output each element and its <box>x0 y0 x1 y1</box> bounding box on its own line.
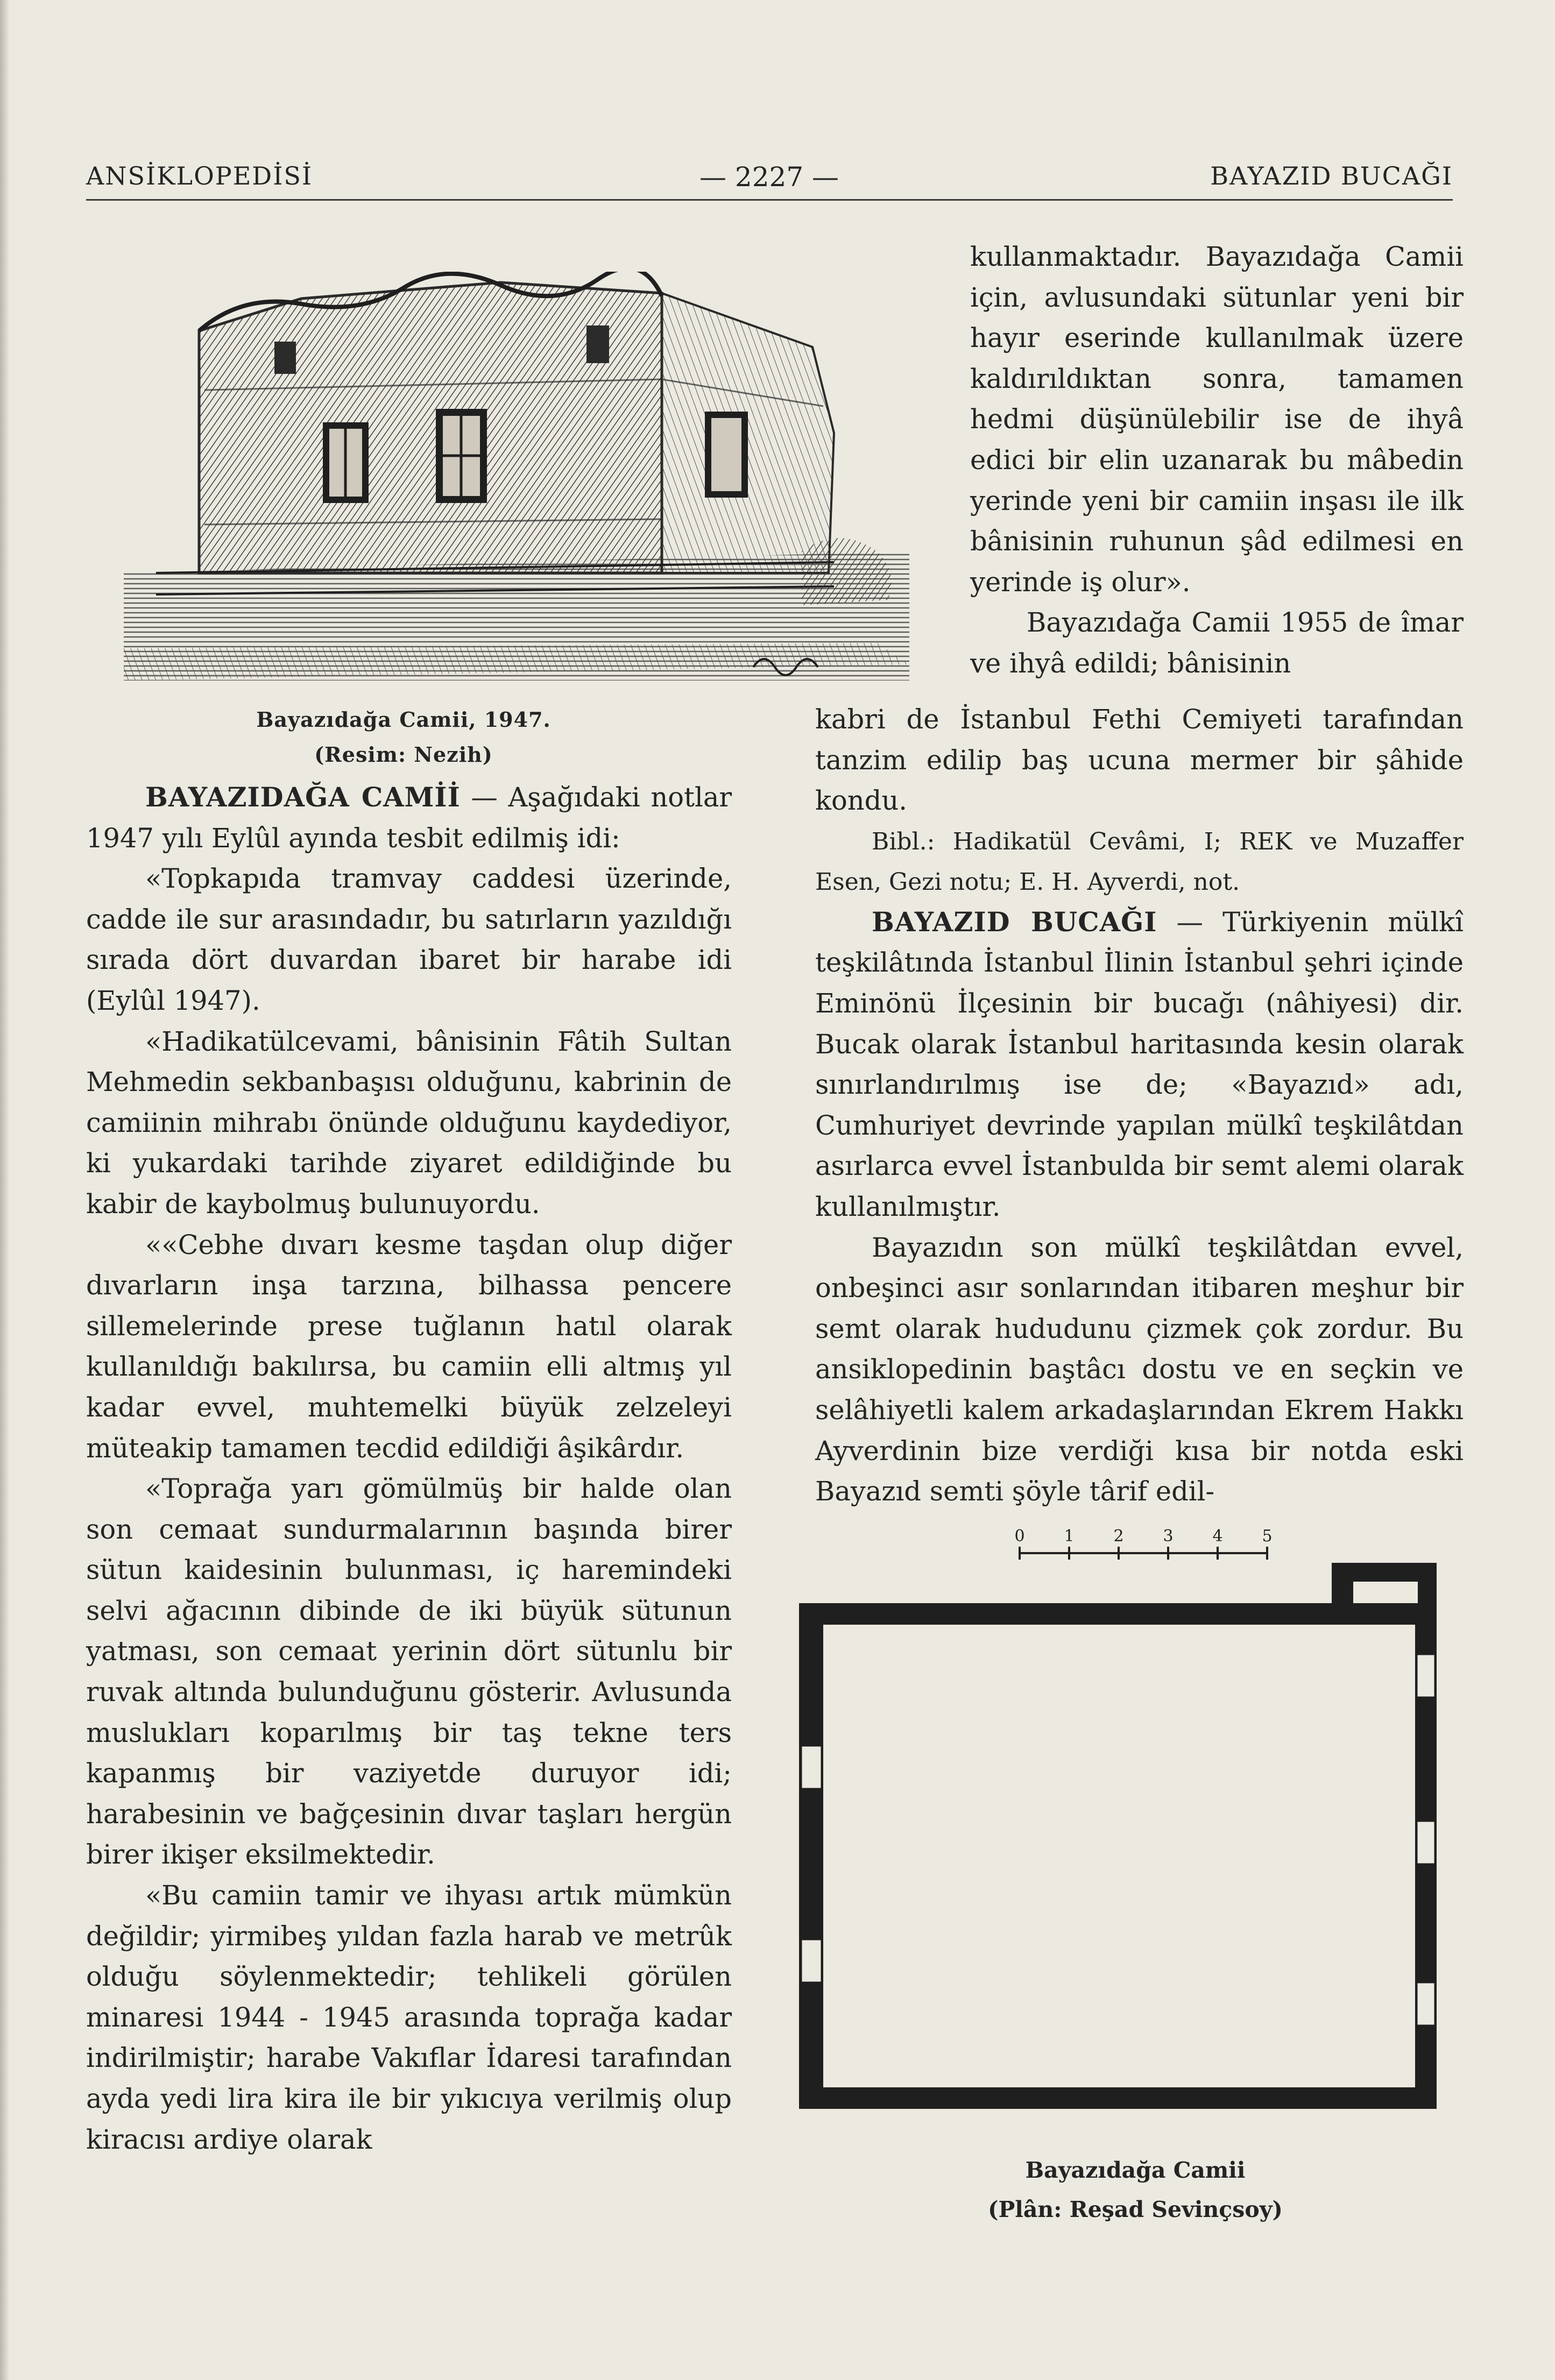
paragraph: Bayazıdağa Camii 1955 de îmar ve ihyâ edildi; bânisinin <box>970 607 1464 679</box>
entry-intro: — Türkiyenin mülkî teşkilâtında İstanbul İlinin İstanbul şehri içinde Eminönü İlçesinin bir bucağı (nâhiyesi) dir. Bucak olarak İstanbul haritasında kesin olarak sınırlandırılmış ise de; «Bayazıd» adı, Cumhuriyet devrinde yapılan mülkî teşkilâtdan asırlarca evvel İstanbulda bir semt alemi olarak kullanılmıştır. <box>815 906 1464 1222</box>
right-column-main <box>815 699 1464 1512</box>
plan-walls <box>799 1563 1437 2109</box>
header-rule <box>86 199 1453 201</box>
scale-label: 0 <box>1014 1527 1025 1546</box>
scale-label: 5 <box>1262 1527 1273 1546</box>
plan-caption-credit: (Plân: Reşad Sevinçsoy) <box>988 2197 1283 2222</box>
paragraph: kabri de İstanbul Fethi Cemiyeti tarafından tanzim edilip baş ucuna mermer bir şâhide kondu. <box>815 704 1464 817</box>
entry-bayazidaga-camii <box>86 777 732 859</box>
header-left-title: ANSİKLOPEDİSİ <box>86 161 313 190</box>
paragraph: ««Cebhe dıvarı kesme taşdan olup diğer dıvarların inşa tarzına, bilhassa pencere sillemelerinde prese tuğlanın hatıl olarak kullanıldığı bakılırsa, bu camiin elli altmış yıl kadar evvel, muhtemelki büyük zelzeleyi müteakip tamamen tecdid edildiği âşikârdır. <box>86 1229 732 1464</box>
paragraph: «Topkapıda tramvay caddesi üzerinde, cadde ile sur arasındadır, bu satırların yazıldığı sırada dört duvardan ibaret bir harabe idi (Eylûl 1947). <box>86 863 732 1016</box>
photo-caption-title: Bayazıdağa Camii, 1947. <box>256 707 551 732</box>
page-edge-shadow <box>0 0 10 2380</box>
scale-label: 3 <box>1163 1527 1174 1546</box>
paragraph: Bayazıdın son mülkî teşkilâtdan evvel, onbeşinci asır sonlarından itibaren meşhur bir semt olarak hududunu çizmek çok zordur. Bu ansiklopedinin baştâcı dostu ve en seçkin ve selâhiyetli kalem arkadaşlarından Ekrem Hakkı Ayverdinin bize verdiği kısa bir notda eski Bayazıd semti şöyle târif edil- <box>815 1231 1464 1507</box>
entry-heading: BAYAZIDAĞA CAMİİ <box>145 782 461 813</box>
paragraph: kullanmaktadır. Bayazıdağa Camii için, avlusundaki sütunlar yeni bir hayır eserinde kullanılmak üzere kaldırıldıktan sonra, tamamen hedmi düşünülebilir ise de ihyâ edici bir elin uzanarak bu mâbedin yerinde yeni bir camiin inşası ile ilk bânisinin ruhunun şâd edilmesi en yerinde iş olur». <box>970 241 1464 598</box>
scale-label: 1 <box>1064 1527 1075 1546</box>
plan-niche <box>1353 1582 1418 1603</box>
bibliography: Bibl.: Hadikatül Cevâmi, I; REK ve Muzaffer Esen, Gezi notu; E. H. Ayverdi, not. <box>815 827 1464 896</box>
scale-bar <box>1014 1527 1272 1560</box>
scale-label: 4 <box>1212 1527 1223 1546</box>
photo-caption-credit: (Resim: Nezih) <box>314 742 493 767</box>
entry-heading: BAYAZID BUCAĞI <box>872 906 1157 938</box>
right-column-top <box>970 237 1464 684</box>
paragraph: «Bu camiin tamir ve ihyası artık mümkün değildir; yirmibeş yıldan fazla harab ve metrûk olduğu söylenmektedir; tehlikeli görülen minaresi 1944 - 1945 arasında toprağa kadar indirilmiştir; harabe Vakıflar İdaresi tarafından ayda yedi lira kira ile bir yıkıcıya verilmiş olup kiracısı ardiye olarak <box>86 1880 732 2155</box>
plan-caption-title: Bayazıdağa Camii <box>1025 2157 1246 2183</box>
scale-label: 2 <box>1113 1527 1124 1546</box>
entry-intro: — Aşağıdaki notlar 1947 yılı Eylûl ayında tesbit edilmiş idi: <box>86 782 732 854</box>
page-number: — 2227 — <box>699 161 839 193</box>
entry-bayazid-bucagi <box>815 902 1464 1228</box>
paragraph: «Hadikatülcevami, bânisinin Fâtih Sultan Mehmedin sekbanbaşısı olduğunu, kabrinin de camiinin mihrabı önünde olduğunu kaydediyor, ki yukardaki tarihde ziyaret edildiğinde bu kabir de kaybolmuş bulunuyordu. <box>86 1025 732 1220</box>
mosque-ruins-sketch <box>124 272 909 697</box>
paragraph: «Toprağa yarı gömülmüş bir halde olan son cemaat sundurmalarının başında birer sütun kaidesinin bulunması, iç haremindeki selvi ağacının dibinde de iki büyük sütunun yatması, son cemaat yerinin dört sütunlu bir ruvak altında bulunduğunu gösterir. Avlusunda muslukları koparılmış bir taş tekne ters kapanmış bir vaziyetde duruyor idi; harabesinin ve bağçesinin dıvar taşları hergün birer ikişer eksilmektedir. <box>86 1473 732 1871</box>
header-right-title: BAYAZID BUCAĞI <box>1210 161 1453 190</box>
running-header <box>86 134 1453 199</box>
left-column <box>86 777 732 2160</box>
floor-plan-drawing <box>794 1520 1455 2120</box>
